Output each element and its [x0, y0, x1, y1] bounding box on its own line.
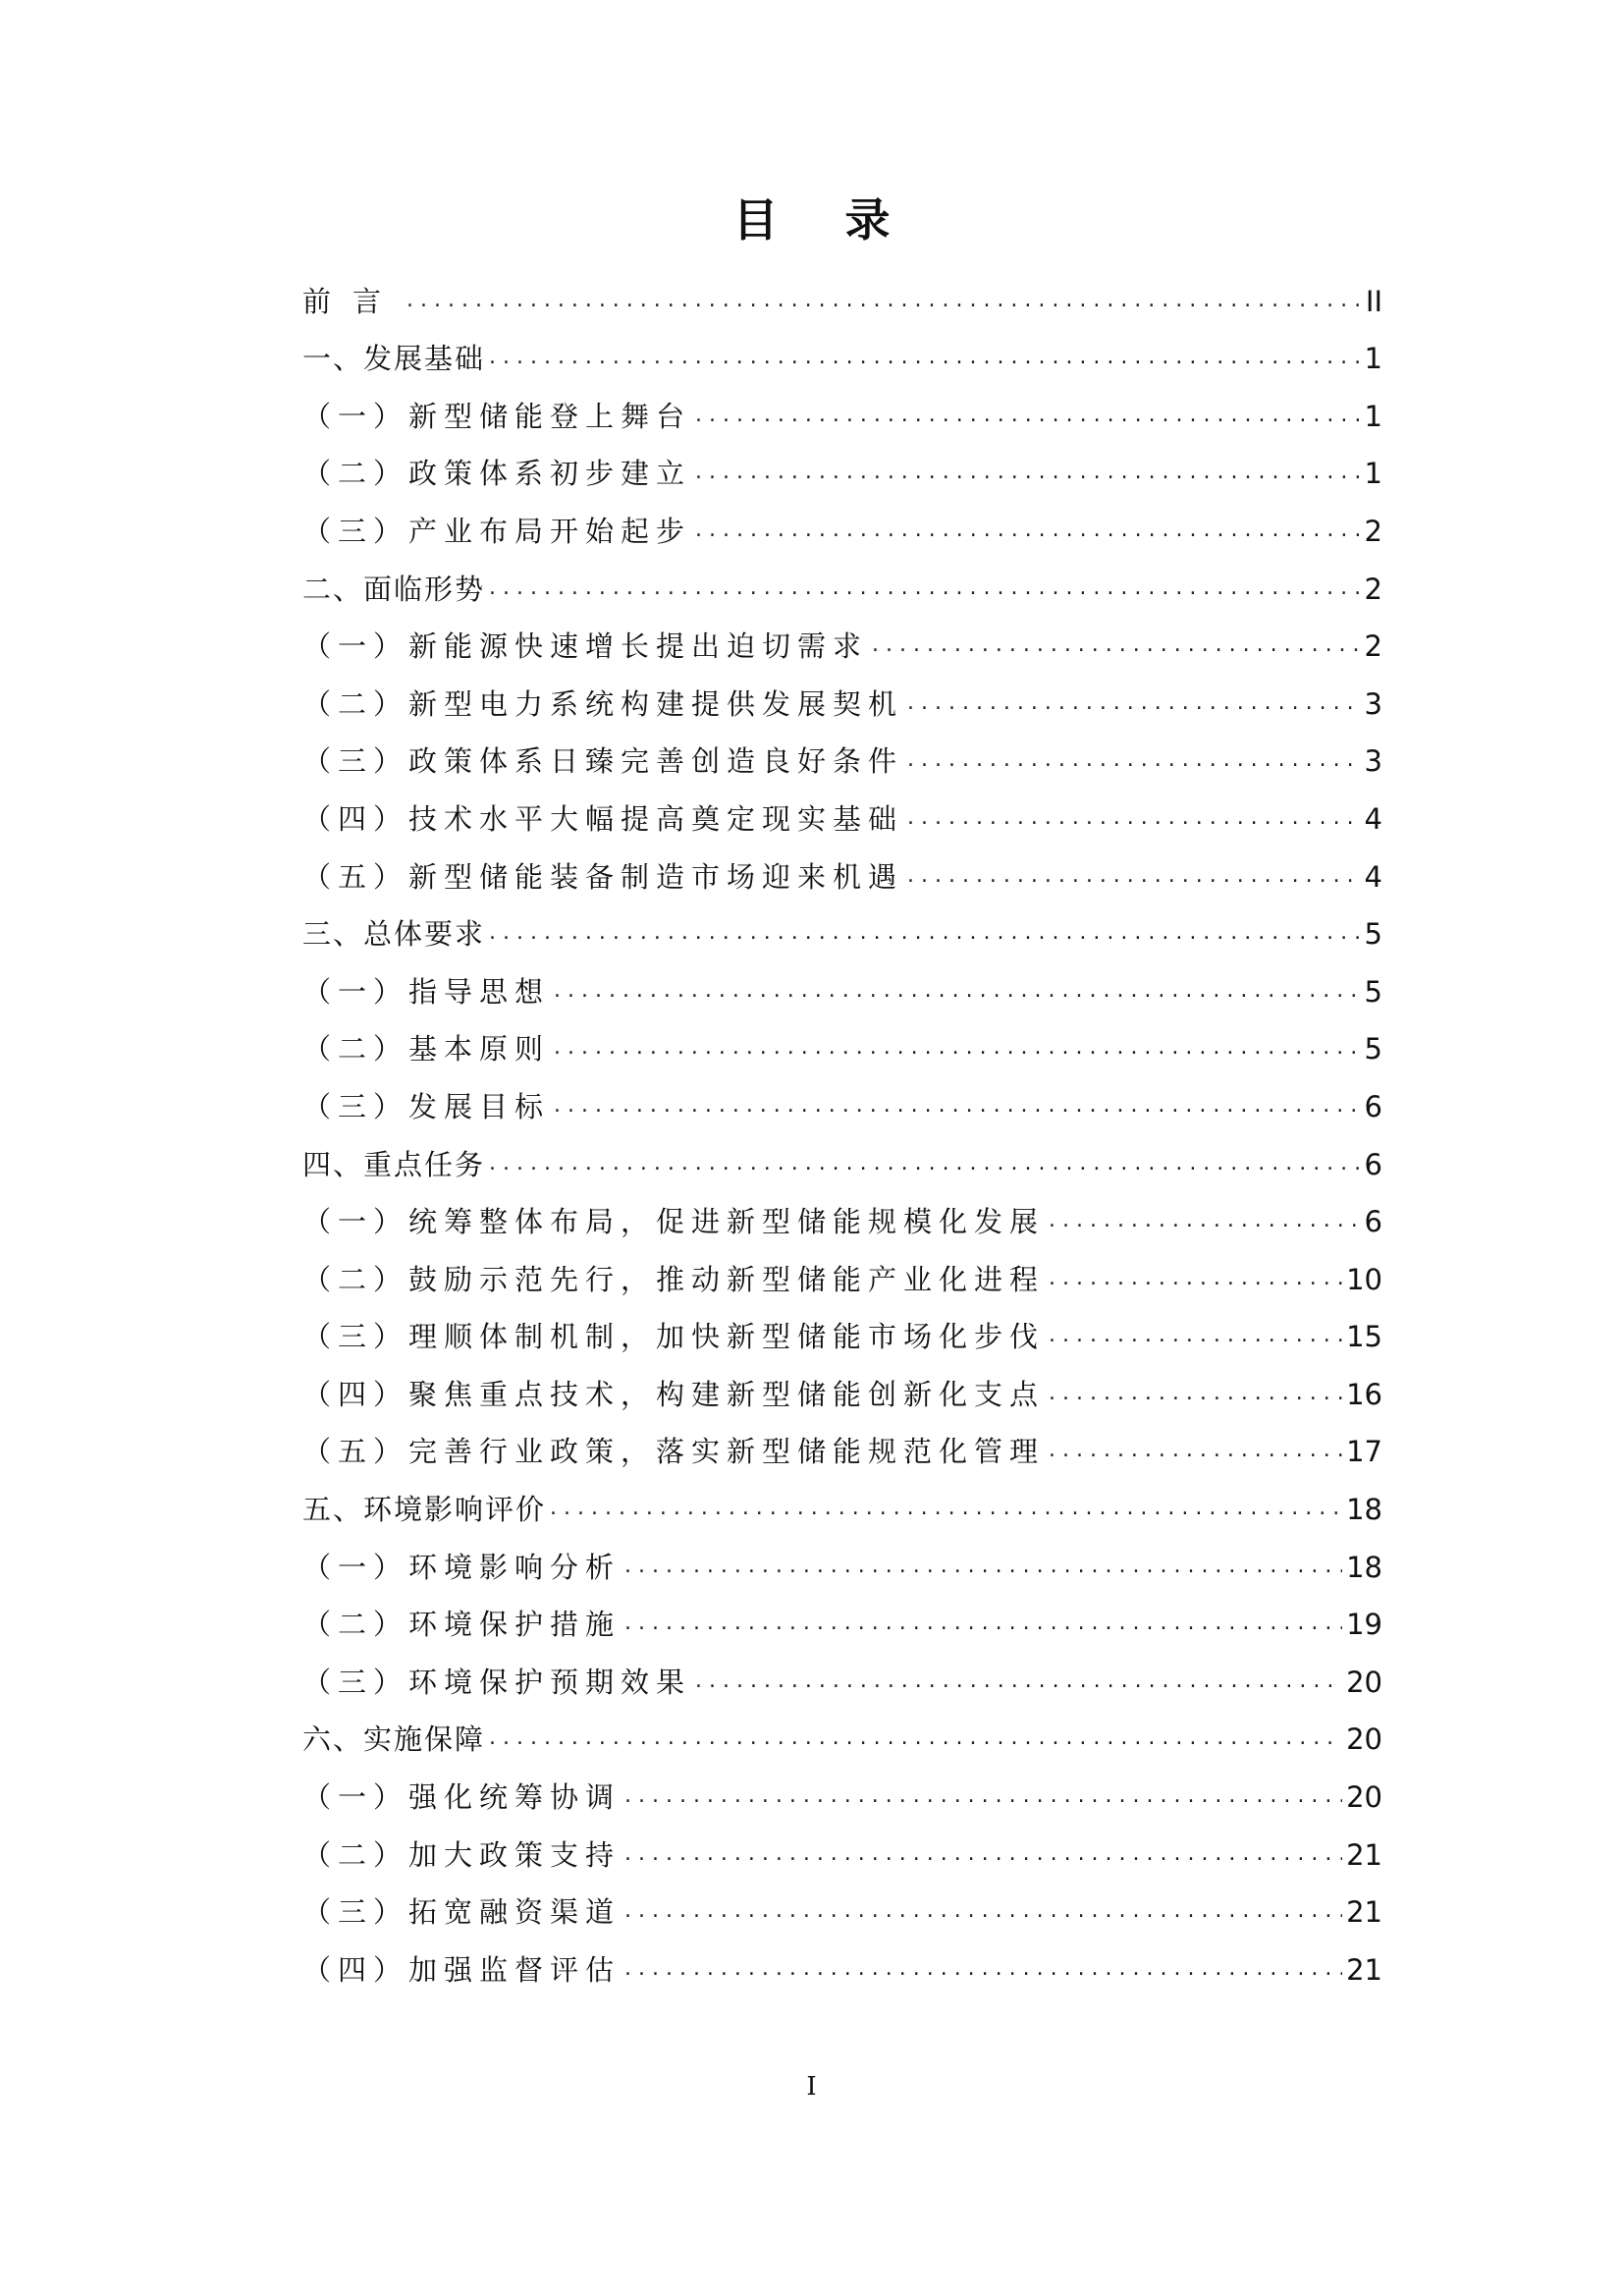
dot-leader — [554, 1091, 1361, 1124]
toc-entry-title: （三）拓宽融资渠道 — [302, 1895, 622, 1930]
dot-leader — [624, 1896, 1342, 1930]
dot-leader — [624, 1609, 1342, 1642]
toc-section-entry[interactable] — [302, 549, 1382, 607]
dot-leader — [624, 1552, 1342, 1585]
dot-leader — [554, 1033, 1361, 1066]
toc-entry-title: 一、发展基础 — [302, 342, 486, 376]
toc-entry-page-number: 21 — [1346, 1952, 1382, 1987]
toc-entry-page-number: II — [1365, 284, 1382, 318]
toc-entry-page-number: 16 — [1346, 1377, 1382, 1411]
toc-entry-title: （四）技术水平大幅提高奠定现实基础 — [302, 801, 904, 836]
toc-entry-page-number: 3 — [1364, 744, 1382, 779]
toc-subsection-entry[interactable] — [302, 837, 1382, 895]
toc-section-entry[interactable] — [302, 1469, 1382, 1527]
toc-subsection-entry[interactable] — [302, 491, 1382, 549]
dot-leader — [489, 574, 1361, 607]
toc-entry-page-number: 18 — [1346, 1550, 1382, 1584]
dot-leader — [406, 286, 1362, 319]
toc-entry-page-number: 6 — [1364, 1089, 1382, 1123]
toc-entry-title: （三）发展目标 — [302, 1089, 551, 1123]
dot-leader — [489, 343, 1361, 376]
toc-entry-page-number: 19 — [1346, 1608, 1382, 1642]
toc-entry-title: （五）完善行业政策，落实新型储能规范化管理 — [302, 1435, 1046, 1469]
toc-subsection-entry[interactable] — [302, 1527, 1382, 1585]
toc-subsection-entry[interactable] — [302, 1642, 1382, 1700]
toc-subsection-entry[interactable] — [302, 1354, 1382, 1412]
toc-section-entry[interactable] — [302, 1700, 1382, 1758]
toc-entry-page-number: 5 — [1364, 1032, 1382, 1066]
dot-leader — [624, 1839, 1342, 1873]
toc-entry-page-number: 4 — [1364, 801, 1382, 836]
toc-entry-page-number: 2 — [1364, 514, 1382, 548]
toc-entry-page-number: 1 — [1364, 399, 1382, 433]
toc-section-entry[interactable] — [302, 319, 1382, 377]
dot-leader — [624, 1781, 1342, 1815]
toc-subsection-entry[interactable] — [302, 952, 1382, 1010]
dot-leader — [489, 918, 1361, 952]
toc-subsection-entry[interactable] — [302, 1297, 1382, 1355]
dot-leader — [554, 976, 1361, 1010]
toc-section-entry[interactable] — [302, 261, 1382, 319]
toc-entry-page-number: 2 — [1364, 629, 1382, 664]
dot-leader — [1049, 1206, 1361, 1239]
toc-entry-title: （一）环境影响分析 — [302, 1550, 622, 1584]
toc-entry-title: 前言 — [302, 284, 404, 318]
toc-entry-page-number: 20 — [1346, 1780, 1382, 1815]
toc-entry-title: （二）新型电力系统构建提供发展契机 — [302, 686, 904, 721]
toc-entry-title: 四、重点任务 — [302, 1147, 486, 1181]
toc-entry-title: （四）加强监督评估 — [302, 1952, 622, 1987]
toc-section-entry[interactable] — [302, 1124, 1382, 1182]
toc-entry-title: （一）指导思想 — [302, 974, 551, 1009]
dot-leader — [695, 458, 1361, 491]
toc-entry-page-number: 21 — [1346, 1895, 1382, 1930]
toc-entry-title: 六、实施保障 — [302, 1722, 486, 1757]
dot-leader — [907, 745, 1361, 779]
dot-leader — [695, 401, 1361, 434]
toc-entry-page-number: 5 — [1364, 974, 1382, 1009]
toc-entry-title: （二）环境保护措施 — [302, 1608, 622, 1642]
footer-page-number: I — [806, 2072, 817, 2102]
toc-subsection-entry[interactable] — [302, 1930, 1382, 1988]
dot-leader — [1049, 1436, 1342, 1469]
toc-entry-page-number: 3 — [1364, 686, 1382, 721]
toc-entry-page-number: 5 — [1364, 917, 1382, 952]
toc-entry-page-number: 6 — [1364, 1147, 1382, 1181]
toc-subsection-entry[interactable] — [302, 664, 1382, 722]
toc-subsection-entry[interactable] — [302, 1239, 1382, 1297]
toc-subsection-entry[interactable] — [302, 434, 1382, 492]
toc-entry-title: （三）理顺体制机制，加快新型储能市场化步伐 — [302, 1320, 1046, 1354]
toc-entry-title: （三）环境保护预期效果 — [302, 1665, 692, 1699]
toc-entry-title: （二）基本原则 — [302, 1032, 551, 1066]
toc-entry-title: （五）新型储能装备制造市场迎来机遇 — [302, 859, 904, 894]
toc-subsection-entry[interactable] — [302, 722, 1382, 780]
toc-entry-page-number: 4 — [1364, 859, 1382, 894]
dot-leader — [1049, 1321, 1342, 1354]
toc-subsection-entry[interactable] — [302, 1010, 1382, 1067]
table-of-contents — [302, 261, 1382, 1988]
toc-entry-title: 三、总体要求 — [302, 917, 486, 952]
toc-entry-title: （四）聚焦重点技术，构建新型储能创新化支点 — [302, 1377, 1046, 1411]
toc-subsection-entry[interactable] — [302, 1066, 1382, 1124]
page-title: 目 录 — [732, 193, 916, 246]
toc-entry-title: 二、面临形势 — [302, 572, 486, 606]
toc-section-entry[interactable] — [302, 895, 1382, 953]
toc-entry-page-number: 1 — [1364, 342, 1382, 376]
toc-entry-page-number: 21 — [1346, 1837, 1382, 1872]
toc-subsection-entry[interactable] — [302, 779, 1382, 837]
toc-entry-title: （二）鼓励示范先行，推动新型储能产业化进程 — [302, 1262, 1046, 1296]
toc-entry-page-number: 18 — [1346, 1493, 1382, 1527]
toc-entry-page-number: 10 — [1346, 1262, 1382, 1296]
toc-entry-title: （三）产业布局开始起步 — [302, 514, 692, 548]
toc-entry-title: 五、环境影响评价 — [302, 1493, 547, 1527]
toc-entry-title: （一）新能源快速增长提出迫切需求 — [302, 629, 869, 664]
dot-leader — [489, 1149, 1361, 1182]
toc-subsection-entry[interactable] — [302, 1757, 1382, 1815]
toc-entry-title: （一）统筹整体布局，促进新型储能规模化发展 — [302, 1205, 1046, 1239]
toc-subsection-entry[interactable] — [302, 376, 1382, 434]
toc-entry-title: （二）加大政策支持 — [302, 1837, 622, 1872]
toc-entry-page-number: 1 — [1364, 457, 1382, 491]
toc-subsection-entry[interactable] — [302, 1585, 1382, 1643]
toc-entry-title: （三）政策体系日臻完善创造良好条件 — [302, 744, 904, 779]
toc-subsection-entry[interactable] — [302, 1182, 1382, 1240]
dot-leader — [872, 630, 1361, 664]
dot-leader — [695, 516, 1361, 549]
dot-leader — [489, 1723, 1342, 1757]
toc-entry-title: （二）政策体系初步建立 — [302, 457, 692, 491]
toc-subsection-entry[interactable] — [302, 1412, 1382, 1470]
toc-entry-page-number: 17 — [1346, 1435, 1382, 1469]
toc-subsection-entry[interactable] — [302, 1815, 1382, 1873]
toc-subsection-entry[interactable] — [302, 1873, 1382, 1931]
dot-leader — [907, 861, 1361, 895]
dot-leader — [695, 1667, 1342, 1700]
toc-entry-page-number: 20 — [1346, 1665, 1382, 1699]
toc-entry-page-number: 2 — [1364, 572, 1382, 606]
dot-leader — [907, 688, 1361, 722]
toc-entry-title: （一）强化统筹协调 — [302, 1780, 622, 1815]
dot-leader — [907, 803, 1361, 837]
dot-leader — [550, 1494, 1342, 1527]
toc-entry-title: （一）新型储能登上舞台 — [302, 399, 692, 433]
dot-leader — [1049, 1264, 1342, 1297]
dot-leader — [624, 1954, 1342, 1988]
toc-entry-page-number: 20 — [1346, 1722, 1382, 1757]
toc-subsection-entry[interactable] — [302, 607, 1382, 665]
dot-leader — [1049, 1379, 1342, 1412]
toc-entry-page-number: 15 — [1346, 1320, 1382, 1354]
toc-entry-page-number: 6 — [1364, 1205, 1382, 1239]
